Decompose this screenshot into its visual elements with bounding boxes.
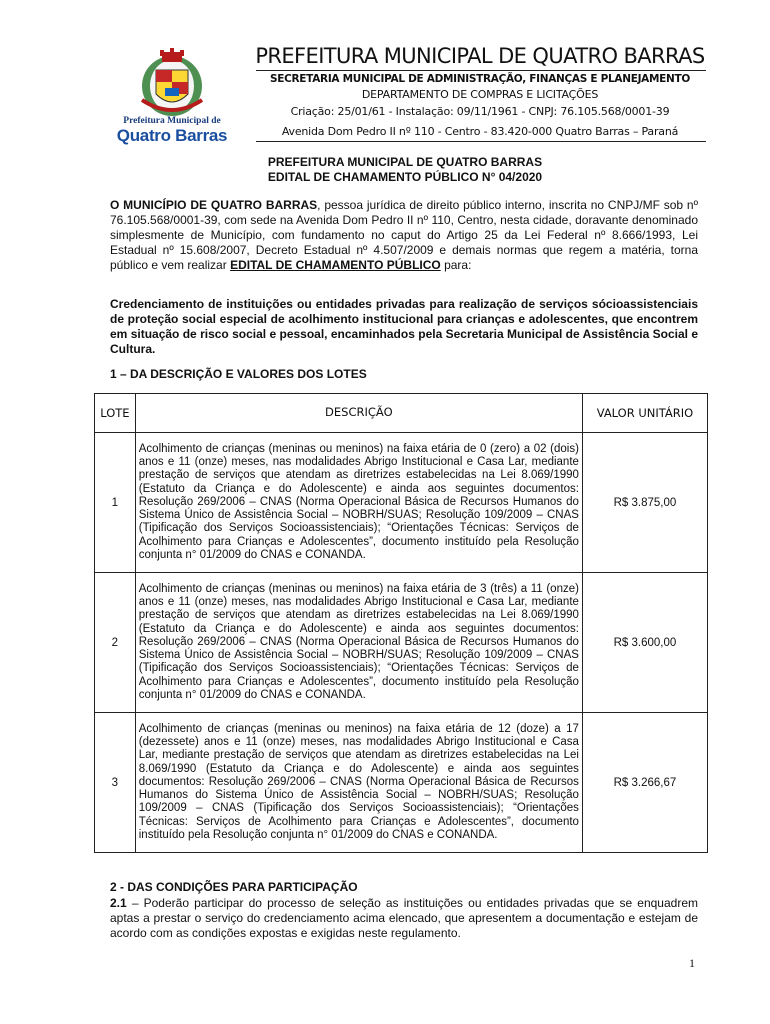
- header-title: PREFEITURA MUNICIPAL DE QUATRO BARRAS: [255, 44, 705, 68]
- lots-table: [94, 393, 708, 853]
- header-secretaria: SECRETARIA MUNICIPAL DE ADMINISTRAÇÃO, FINANÇAS E PLANEJAMENTO: [269, 73, 691, 85]
- cell-lote: 3: [95, 713, 136, 853]
- header-info: Criação: 25/01/61 - Instalação: 09/11/1961 - CNPJ: 76.105.568/0001-39: [290, 105, 670, 118]
- cell-descricao: Acolhimento de crianças (meninas ou meninos) na faixa etária de 0 (zero) a 02 (dois) anos e 11 (onze) meses, nas modalidades Abrigo Institucional e Casa Lar, mediante prestação de serviços que atendam as diretrizes estabelecidas na Lei 8.069/1990 (Estatuto da Criança e do Adolescente) e ainda aos seguintes documentos: Resolução 269/2006 – CNAS (Norma Operacional Básica de Recursos Humanos do Sistema Único de Assistência Social – NOBRH/SUAS; Resolução 109/2009 – CNAS (Tipificação dos Serviços Socioassistenciais); “Orientações Técnicas: Serviços de Acolhimento para Crianças e Adolescentes”, documento instituído pela Resolução conjunta n° 01/2009 do CNAS e CONANDA.: [135, 433, 582, 573]
- cell-valor: R$ 3.875,00: [582, 433, 707, 573]
- intro-paragraph: [110, 198, 698, 273]
- cell-descricao: Acolhimento de crianças (meninas ou meninos) na faixa etária de 3 (três) a 11 (onze) anos e 11 (onze) meses, nas modalidades Abrigo Institucional e Casa Lar, mediante prestação de serviços que atendam as diretrizes estabelecidas na Lei 8.069/1990 (Estatuto da Criança e do Adolescente) e ainda aos seguintes documentos: Resolução 269/2006 – CNAS (Norma Operacional Básica de Recursos Humanos do Sistema Único de Assistência Social – NOBRH/SUAS; Resolução 109/2009 – CNAS (Tipificação dos Serviços Socioassistenciais); “Orientações Técnicas: Serviços de Acolhimento para Crianças e Adolescentes”, documento instituído pela Resolução conjunta n° 01/2009 do CNAS e CONANDA.: [135, 573, 582, 713]
- table-row: [95, 433, 708, 573]
- object-paragraph: Credenciamento de instituições ou entidades privadas para realização de serviços sócioassistenciais de proteção social especial de acolhimento institucional para crianças e adolescentes, que encontrem em situação de risco social e pessoal, encaminhados pela Secretaria Municipal de Assistência Social e Cultura.: [110, 297, 698, 356]
- header-divider: [256, 70, 706, 71]
- doc-title: PREFEITURA MUNICIPAL DE QUATRO BARRAS: [267, 155, 543, 169]
- cell-lote: 2: [95, 573, 136, 713]
- intro-end: para:: [440, 258, 472, 272]
- coat-of-arms-icon: [132, 48, 212, 118]
- table-row: [95, 573, 708, 713]
- header-departamento: DEPARTAMENTO DE COMPRAS E LICITAÇÕES: [361, 88, 599, 101]
- section-1-title: 1 – DA DESCRIÇÃO E VALORES DOS LOTES: [110, 367, 367, 381]
- municipal-logo: [104, 48, 240, 144]
- section-2-1-number: 2.1: [110, 896, 127, 910]
- logo-wordmark: Quatro Barras: [116, 126, 228, 145]
- section-2-1-text: – Poderão participar do processo de seleção as instituições ou entidades privadas que se enquadrem aptas a prestar o serviço do credenciamento acima elencado, que apresentem a documentação e estejam de acordo com as condições expostas e exigidas neste regulamento.: [110, 896, 698, 940]
- intro-underlined: EDITAL DE CHAMAMENTO PÚBLICO: [230, 258, 441, 272]
- table-row: [95, 713, 708, 853]
- header-divider: [256, 141, 706, 142]
- section-2-1-paragraph: [110, 896, 698, 941]
- doc-subtitle: EDITAL DE CHAMAMENTO PÚBLICO N° 04/2020: [267, 170, 543, 184]
- col-header-valor: VALOR UNITÁRIO: [582, 394, 707, 433]
- cell-descricao: Acolhimento de crianças (meninas ou meninos) na faixa etária de 12 (doze) a 17 (dezessete) anos e 11 (onze) meses, nas modalidades Abrigo Institucional e Casa Lar, mediante prestação de serviços que atendam as diretrizes estabelecidas na Lei 8.069/1990 (Estatuto da Criança e do Adolescente) e ainda aos seguintes documentos: Resolução 269/2006 – CNAS (Norma Operacional Básica de Recursos Humanos do Sistema Único de Assistência Social – NOBRH/SUAS; Resolução 109/2009 – CNAS (Tipificação dos Serviços Socioassistenciais); “Orientações Técnicas: Serviços de Acolhimento para Crianças e Adolescentes”, documento instituído pela Resolução conjunta n° 01/2009 do CNAS e CONANDA.: [135, 713, 582, 853]
- intro-text: , pessoa jurídica de direito público interno, inscrita no CNPJ/MF sob nº 76.105.568/0001-39, com sede na Avenida Dom Pedro II nº 110, Centro, nesta cidade, doravante denominado simplesmente de Município, com fundamento no caput do Artigo 25 da Lei Federal nº 8.666/1993, Lei Estadual nº 15.608/2007, Decreto Estadual nº 4.507/2009 e demais normas que regem a matéria, torna público e vem realizar: [110, 198, 698, 272]
- cell-valor: R$ 3.266,67: [582, 713, 707, 853]
- header-address: Avenida Dom Pedro II nº 110 - Centro - 83.420-000 Quatro Barras – Paraná: [281, 125, 679, 138]
- page-number: 1: [689, 956, 695, 970]
- col-header-descricao: DESCRIÇÃO: [135, 394, 582, 433]
- cell-valor: R$ 3.600,00: [582, 573, 707, 713]
- section-2-title: 2 - DAS CONDIÇÕES PARA PARTICIPAÇÃO: [110, 880, 358, 894]
- intro-bold: O MUNICÍPIO DE QUATRO BARRAS: [110, 198, 318, 212]
- table-header-row: [95, 394, 708, 433]
- logo-caption: Prefeitura Municipal de: [123, 116, 221, 126]
- col-header-lote: LOTE: [95, 394, 136, 433]
- cell-lote: 1: [95, 433, 136, 573]
